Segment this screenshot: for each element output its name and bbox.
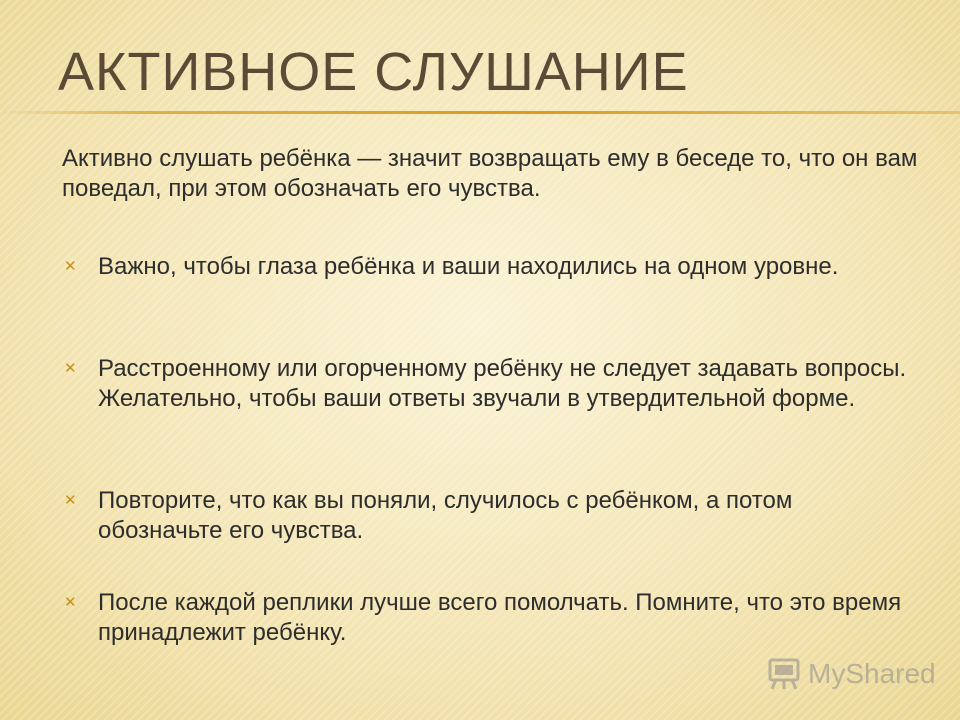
bullet-text: Важно, чтобы глаза ребёнка и ваши находились на одном уровне. — [98, 253, 839, 280]
x-mark-icon: ✕ — [64, 492, 77, 509]
bullet-text: Расстроенному или огорченному ребёнку не следует задавать вопросы. Желательно, чтобы ваши ответы звучали в утвердительной форме. — [98, 355, 907, 412]
bullet-text: После каждой реплики лучше всего помолчать. Помните, что это время принадлежит ребёнку. — [98, 589, 902, 646]
slide-title: АКТИВНОЕ СЛУШАНИЕ — [58, 42, 689, 102]
intro-paragraph: Активно слушать ребёнка — значит возвращать ему в беседе то, что он вам поведал, при этом обозначать его чувства. — [62, 145, 918, 202]
x-mark-icon: ✕ — [64, 594, 77, 611]
watermark-text: MyShared — [808, 658, 936, 689]
watermark — [766, 654, 936, 694]
title-underline — [0, 111, 960, 114]
x-mark-icon: ✕ — [64, 258, 77, 275]
x-mark-icon: ✕ — [64, 360, 77, 377]
bullet-text: Повторите, что как вы поняли, случилось с ребёнком, а потом обозначьте его чувства. — [98, 487, 793, 544]
projector-screen-icon — [766, 656, 802, 692]
